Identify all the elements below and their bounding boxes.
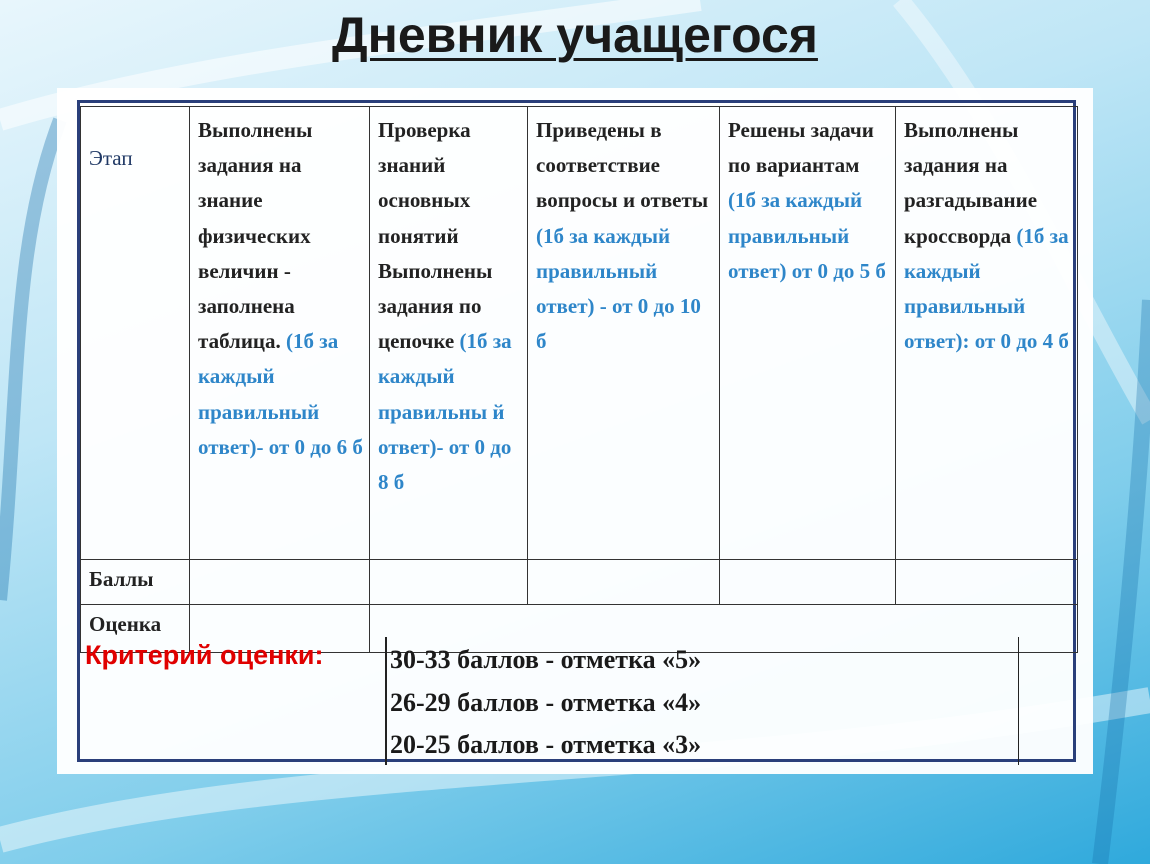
- score-cell[interactable]: [896, 560, 1078, 605]
- stage-label: Этап: [81, 107, 190, 560]
- criteria-line-grade-4: 26-29 баллов - отметка «4»: [390, 688, 702, 717]
- grade-label: Оценка: [81, 605, 190, 653]
- criteria-line-grade-3: 20-25 баллов - отметка «3»: [390, 730, 702, 759]
- criteria-label: Критерий оценки:: [85, 640, 324, 670]
- scores-label: Баллы: [81, 560, 190, 605]
- column-2-header: Проверка знаний основных понятий Выполнены задания по цепочке (1б за каждый правильны й ответ)- от 0 до 8 б: [370, 107, 528, 560]
- student-diary-table: [80, 106, 1078, 653]
- column-5-header: Выполнены задания на разгадывание кроссворда (1б за каждый правильный ответ): от 0 до 4 б: [896, 107, 1078, 560]
- score-cell[interactable]: [190, 560, 370, 605]
- column-3-header: Приведены в соответствие вопросы и ответы (1б за каждый правильный ответ) - от 0 до 10 б: [528, 107, 720, 560]
- score-cell[interactable]: [370, 560, 528, 605]
- page-title: Дневник учащегося: [332, 7, 818, 63]
- criteria-line-grade-5: 30-33 баллов - отметка «5»: [390, 645, 702, 674]
- header-row: [81, 107, 1078, 560]
- column-1-header: Выполнены задания на знание физических величин - заполнена таблица. (1б за каждый правильный ответ)- от 0 до 6 б: [190, 107, 370, 560]
- column-4-header: Решены задачи по вариантам (1б за каждый правильный ответ) от 0 до 5 б: [720, 107, 896, 560]
- scores-row: [81, 560, 1078, 605]
- score-cell[interactable]: [528, 560, 720, 605]
- score-cell[interactable]: [720, 560, 896, 605]
